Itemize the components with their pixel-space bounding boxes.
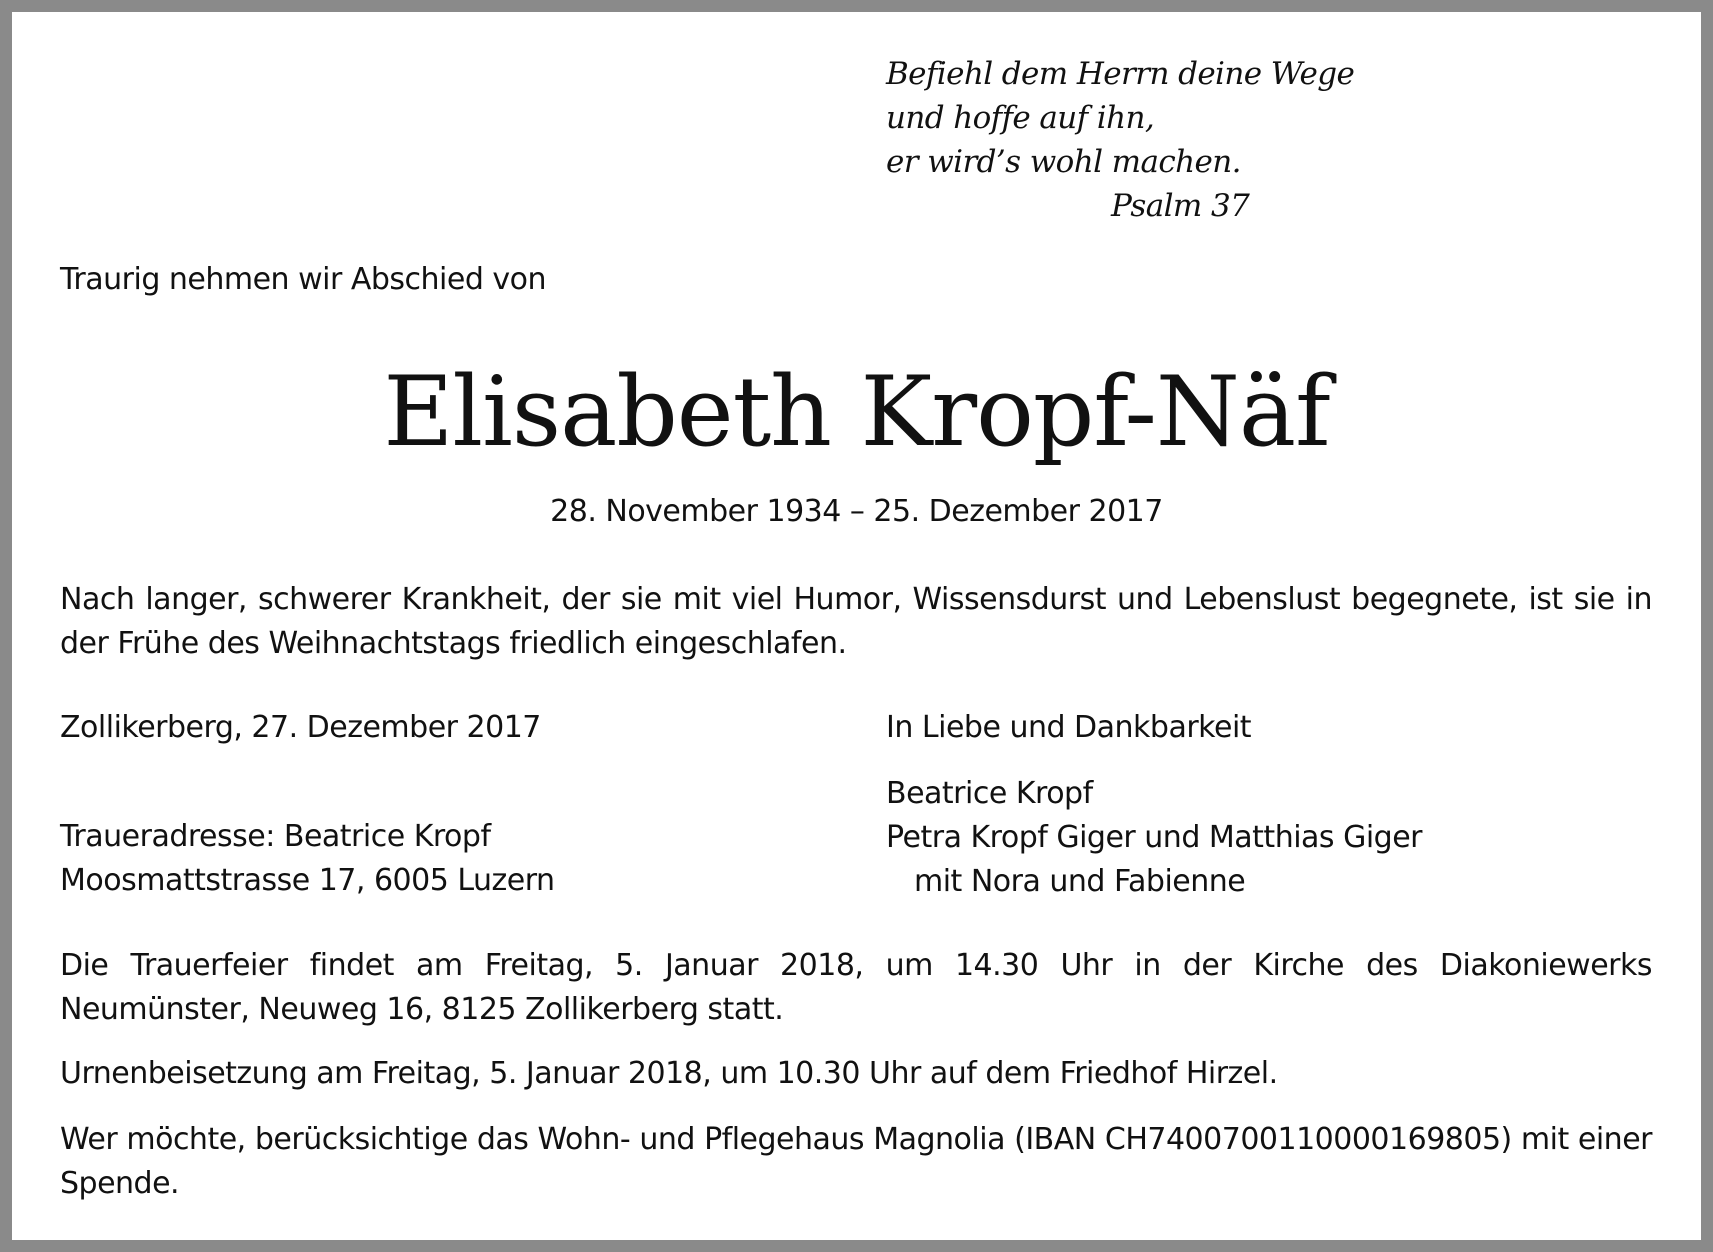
verse-line-2: und hoffe auf ihn, xyxy=(886,100,1155,136)
donation-info: Wer möchte, berücksichtige das Wohn- und Pflegehaus Magnolia (IBAN CH7400700110000169805) mit einer Spende. xyxy=(60,1122,1652,1201)
mourner-2: Petra Kropf Giger und Matthias Giger xyxy=(886,820,1423,855)
verse-reference: Psalm 37 xyxy=(1111,188,1250,224)
address-line-1: Traueradresse: Beatrice Kropf xyxy=(60,819,491,854)
ceremony-info: Die Trauerfeier findet am Freitag, 5. Januar 2018, um 14.30 Uhr in der Kirche des Diakoniewerks Neumünster, Neuweg 16, 8125 Zollikerberg statt. xyxy=(60,948,1652,1027)
address-line-2: Moosmattstrasse 17, 6005 Luzern xyxy=(60,863,555,898)
intro-text: Traurig nehmen wir Abschied von xyxy=(60,262,547,297)
closing-phrase: In Liebe und Dankbarkeit xyxy=(886,710,1252,745)
deceased-name: Elisabeth Kropf-Näf xyxy=(383,356,1330,468)
mourner-3: mit Nora und Fabienne xyxy=(914,864,1246,899)
bible-verse xyxy=(886,52,1354,228)
burial-info: Urnenbeisetzung am Freitag, 5. Januar 2018, um 10.30 Uhr auf dem Friedhof Hirzel. xyxy=(60,1056,1278,1091)
verse-line-1: Befiehl dem Herrn deine Wege xyxy=(886,56,1355,92)
obituary-page xyxy=(12,12,1701,1240)
mourners-list xyxy=(886,772,1422,904)
funeral-address xyxy=(60,815,555,903)
place-date: Zollikerberg, 27. Dezember 2017 xyxy=(60,710,541,745)
life-dates: 28. November 1934 – 25. Dezember 2017 xyxy=(550,494,1163,529)
mourner-1: Beatrice Kropf xyxy=(886,776,1093,811)
verse-line-3: er wird’s wohl machen. xyxy=(886,144,1241,180)
main-paragraph: Nach langer, schwerer Krankheit, der sie mit viel Humor, Wissensdurst und Lebenslust begegnete, ist sie in der Frühe des Weihnachtstags friedlich eingeschlafen. xyxy=(60,582,1652,661)
